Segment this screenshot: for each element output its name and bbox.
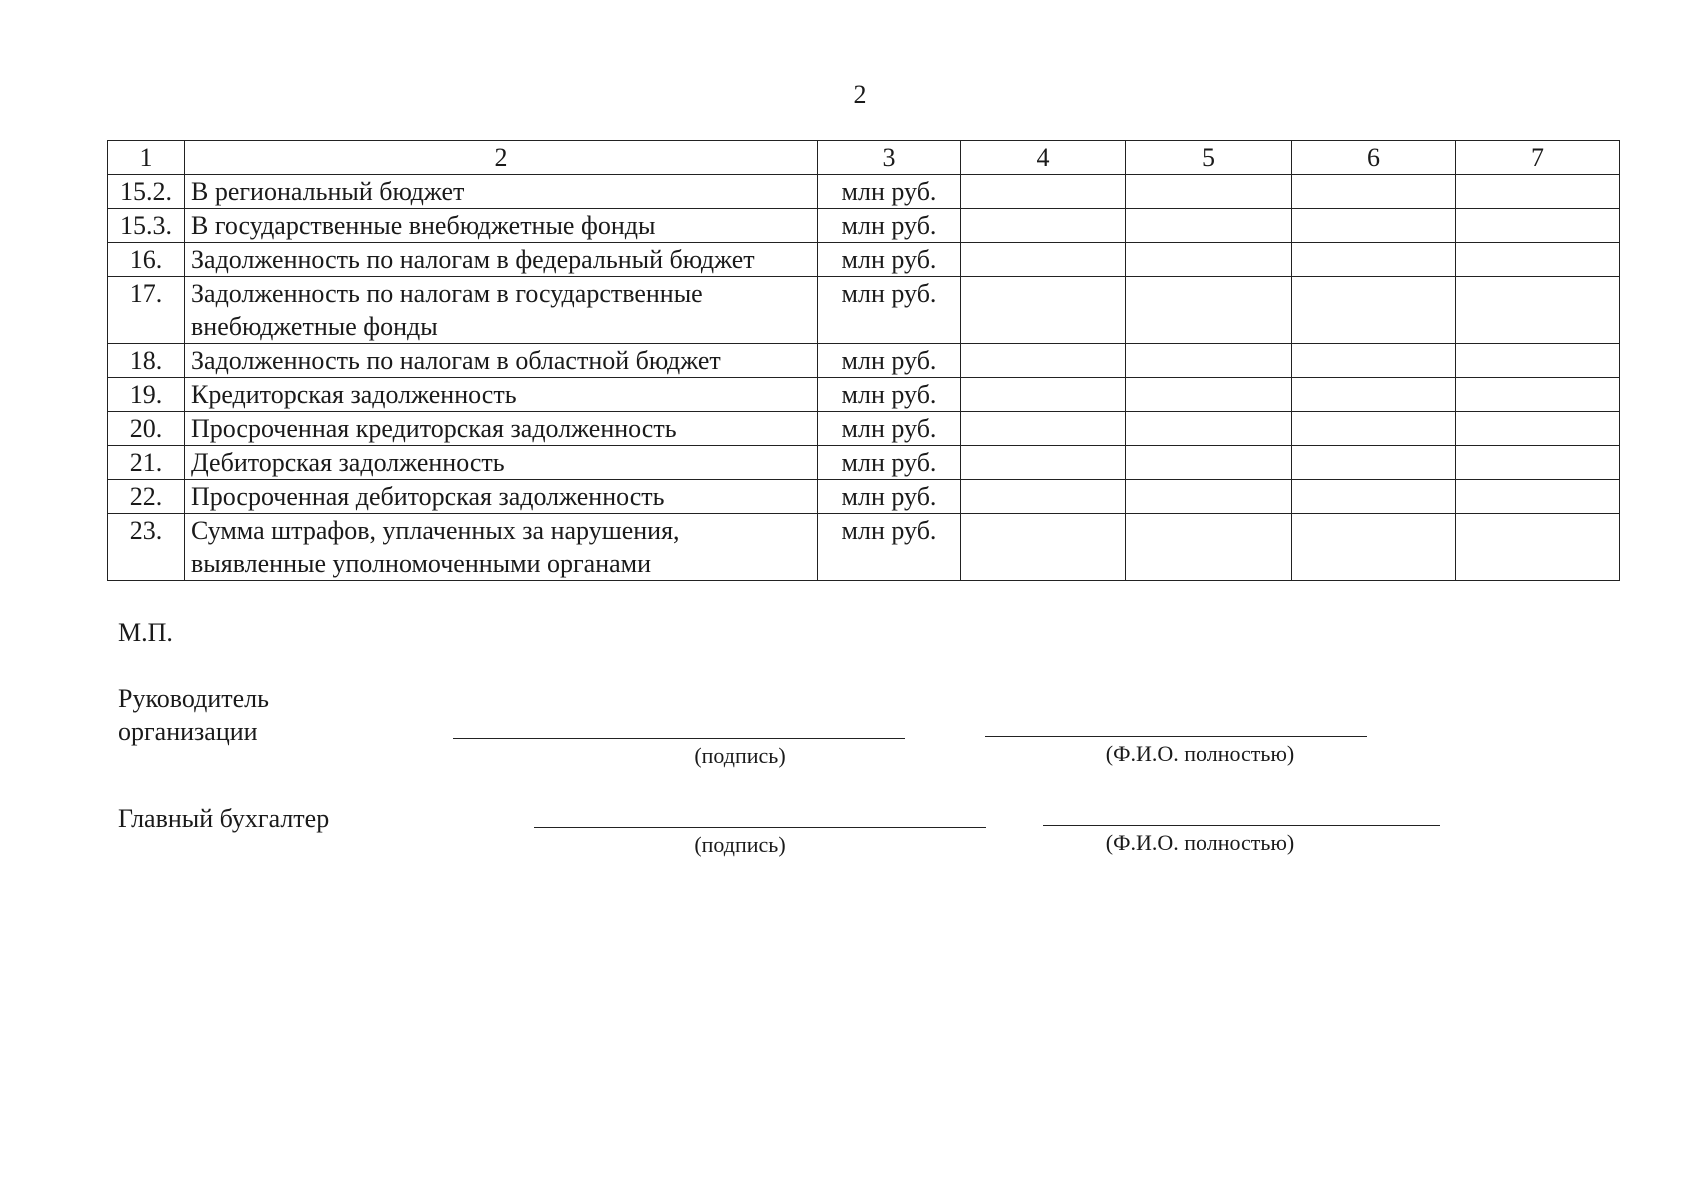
value-cell xyxy=(1456,514,1620,581)
head-name-caption: (Ф.И.О. полностью) xyxy=(1105,741,1295,766)
value-cell xyxy=(1126,344,1292,378)
value-cell xyxy=(1292,277,1456,344)
row-number: 21. xyxy=(108,446,185,480)
column-header: 5 xyxy=(1126,141,1292,175)
value-cell xyxy=(961,480,1126,514)
table-row xyxy=(108,209,1620,243)
row-number: 18. xyxy=(108,344,185,378)
table-row xyxy=(108,412,1620,446)
accountant-signature-label: Главный бухгалтер xyxy=(118,804,330,833)
table-row xyxy=(108,243,1620,277)
value-cell xyxy=(1456,277,1620,344)
value-cell xyxy=(961,209,1126,243)
row-unit: млн руб. xyxy=(818,243,961,277)
value-cell xyxy=(1292,344,1456,378)
row-unit: млн руб. xyxy=(818,378,961,412)
value-cell xyxy=(1456,175,1620,209)
column-header: 3 xyxy=(818,141,961,175)
row-number: 20. xyxy=(108,412,185,446)
head-signature-caption: (подпись) xyxy=(694,743,786,768)
table-row xyxy=(108,344,1620,378)
table-row xyxy=(108,480,1620,514)
column-header: 2 xyxy=(185,141,818,175)
value-cell xyxy=(1126,412,1292,446)
value-cell xyxy=(1292,175,1456,209)
value-cell xyxy=(1126,243,1292,277)
head-name-line[interactable] xyxy=(985,736,1367,737)
value-cell xyxy=(961,344,1126,378)
row-indicator-name: Задолженность по налогам в федеральный бюджет xyxy=(185,243,818,277)
value-cell xyxy=(1456,446,1620,480)
accountant-name-line[interactable] xyxy=(1043,825,1440,826)
row-indicator-name: Задолженность по налогам в государственные внебюджетные фонды xyxy=(185,277,818,344)
accountant-signature-line[interactable] xyxy=(534,827,986,828)
table-row xyxy=(108,277,1620,344)
accountant-signature-caption: (подпись) xyxy=(694,832,786,857)
value-cell xyxy=(1126,480,1292,514)
value-cell xyxy=(1456,344,1620,378)
row-unit: млн руб. xyxy=(818,412,961,446)
row-number: 19. xyxy=(108,378,185,412)
value-cell xyxy=(1292,514,1456,581)
value-cell xyxy=(1126,514,1292,581)
head-signature-label xyxy=(118,682,269,748)
row-indicator-name: Кредиторская задолженность xyxy=(185,378,818,412)
column-header: 6 xyxy=(1292,141,1456,175)
value-cell xyxy=(1456,209,1620,243)
table-row xyxy=(108,446,1620,480)
value-cell xyxy=(1456,378,1620,412)
value-cell xyxy=(961,412,1126,446)
table-row xyxy=(108,378,1620,412)
row-unit: млн руб. xyxy=(818,344,961,378)
table-row xyxy=(108,514,1620,581)
row-indicator-name: Просроченная кредиторская задолженность xyxy=(185,412,818,446)
value-cell xyxy=(1126,175,1292,209)
row-indicator-name: Просроченная дебиторская задолженность xyxy=(185,480,818,514)
row-number: 22. xyxy=(108,480,185,514)
row-unit: млн руб. xyxy=(818,175,961,209)
row-number: 17. xyxy=(108,277,185,344)
row-number: 15.3. xyxy=(108,209,185,243)
value-cell xyxy=(1456,412,1620,446)
value-cell xyxy=(1126,446,1292,480)
stamp-place-label: М.П. xyxy=(118,618,173,647)
column-header: 4 xyxy=(961,141,1126,175)
row-unit: млн руб. xyxy=(818,446,961,480)
value-cell xyxy=(1126,277,1292,344)
column-header: 1 xyxy=(108,141,185,175)
row-indicator-name: В региональный бюджет xyxy=(185,175,818,209)
report-table xyxy=(107,140,1620,581)
row-number: 16. xyxy=(108,243,185,277)
value-cell xyxy=(1292,209,1456,243)
head-label-line1: Руководитель xyxy=(118,684,269,713)
row-unit: млн руб. xyxy=(818,277,961,344)
row-indicator-name: Задолженность по налогам в областной бюджет xyxy=(185,344,818,378)
table-header-row xyxy=(108,141,1620,175)
row-unit: млн руб. xyxy=(818,514,961,581)
row-unit: млн руб. xyxy=(818,209,961,243)
value-cell xyxy=(1456,480,1620,514)
value-cell xyxy=(961,378,1126,412)
value-cell xyxy=(1126,209,1292,243)
row-unit: млн руб. xyxy=(818,480,961,514)
value-cell xyxy=(1292,480,1456,514)
row-number: 15.2. xyxy=(108,175,185,209)
value-cell xyxy=(961,175,1126,209)
row-indicator-name: Дебиторская задолженность xyxy=(185,446,818,480)
value-cell xyxy=(1292,412,1456,446)
accountant-name-caption: (Ф.И.О. полностью) xyxy=(1105,830,1295,855)
page-number: 2 xyxy=(853,80,867,109)
value-cell xyxy=(1126,378,1292,412)
row-indicator-name: Сумма штрафов, уплаченных за нарушения, выявленные уполномоченными органами xyxy=(185,514,818,581)
value-cell xyxy=(1292,446,1456,480)
value-cell xyxy=(961,446,1126,480)
value-cell xyxy=(1456,243,1620,277)
value-cell xyxy=(1292,378,1456,412)
row-number: 23. xyxy=(108,514,185,581)
value-cell xyxy=(961,243,1126,277)
value-cell xyxy=(961,514,1126,581)
column-header: 7 xyxy=(1456,141,1620,175)
head-signature-line[interactable] xyxy=(453,738,905,739)
row-indicator-name: В государственные внебюджетные фонды xyxy=(185,209,818,243)
head-label-line2: организации xyxy=(118,717,258,746)
value-cell xyxy=(1292,243,1456,277)
value-cell xyxy=(961,277,1126,344)
table-row xyxy=(108,175,1620,209)
